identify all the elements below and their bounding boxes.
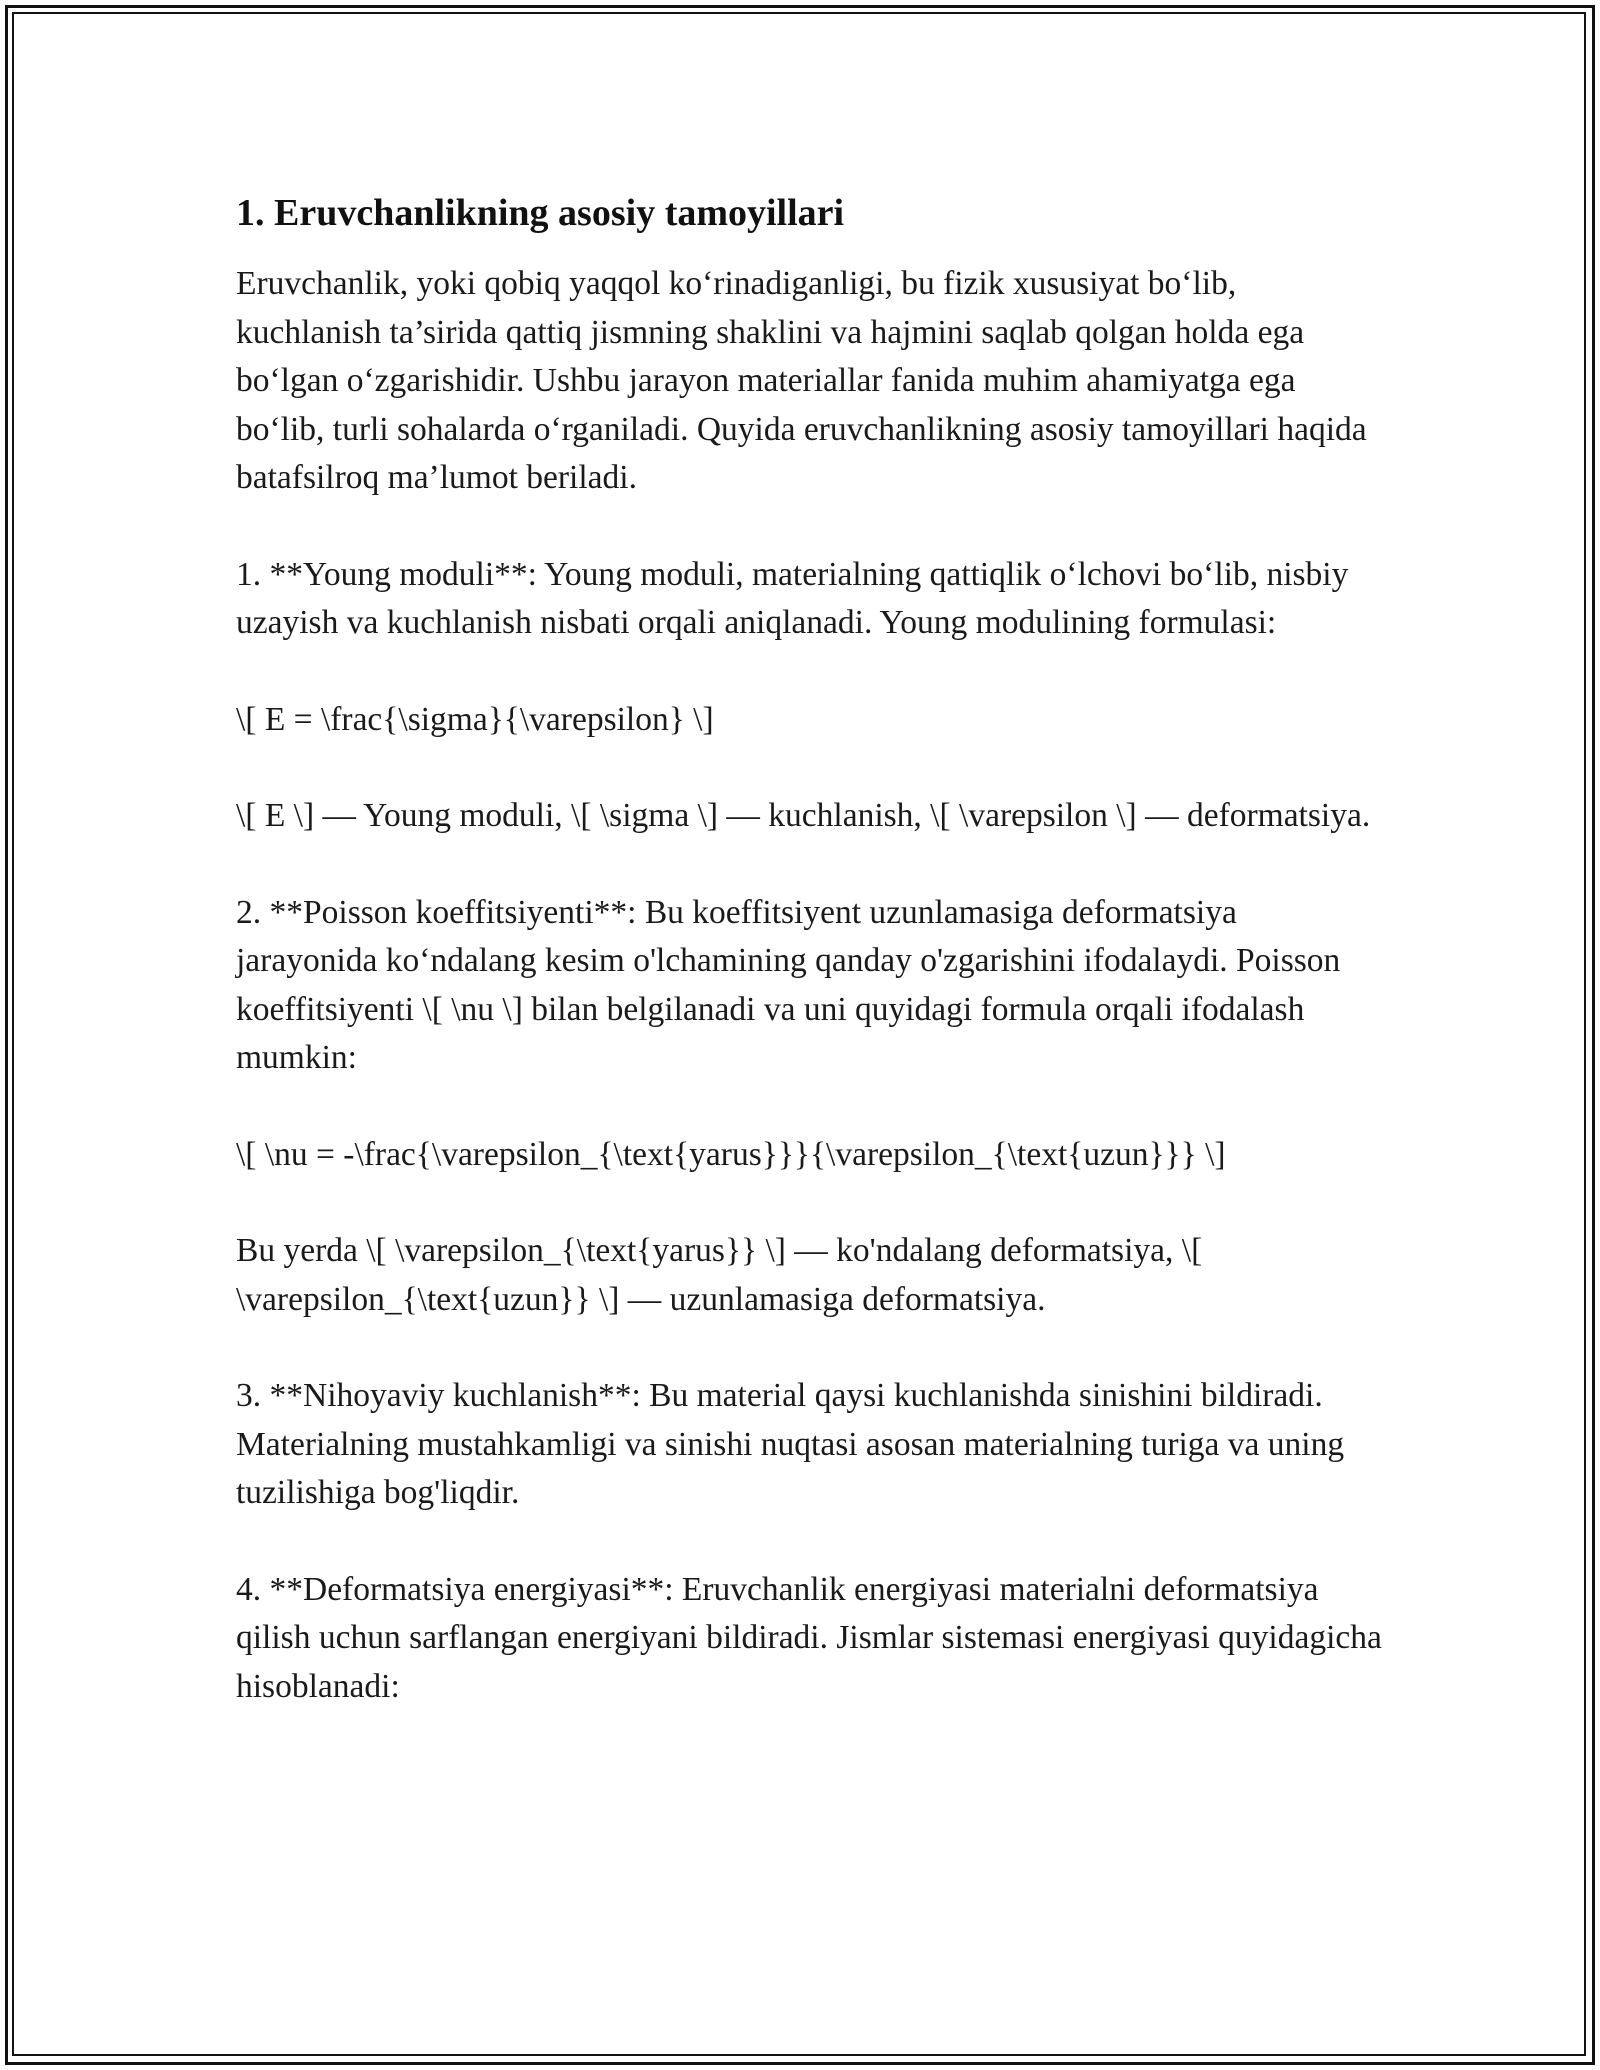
paragraph-young-variables: \[ E \] — Young moduli, \[ \sigma \] — kuchlanish, \[ \varepsilon \] — deformatsiya. (236, 797, 1371, 834)
section-heading: 1. Eruvchanlikning asosiy tamoyillari (236, 192, 845, 234)
formula-poisson-ratio: \[ \nu = -\frac{\varepsilon_{\text{yarus}}}{\varepsilon_{\text{uzun}}} \] (236, 1135, 1226, 1173)
paragraph-young-modulus: 1. **Young moduli**: Young moduli, materialning qattiqlik o‘lchovi bo‘lib, nisbiy uzayish va kuchlanish nisbati orqali aniqlanadi. Young modulining formulasi: (236, 555, 1349, 641)
paragraph-poisson-variables: Bu yerda \[ \varepsilon_{\text{yarus}} \] — ko'ndalang deformatsiya, \[ \varepsilon_{\text{uzun}} \] — uzunlamasiga deformatsiya. (236, 1232, 1203, 1318)
paragraph-deformation-energy: 4. **Deformatsiya energiyasi**: Eruvchanlik energiyasi materialni deformatsiya qilish uchun sarflangan energiyani bildiradi. Jismlar sistemasi energiyasi quyidagicha hisoblanadi: (236, 1570, 1382, 1705)
paragraph-ultimate-stress: 3. **Nihoyaviy kuchlanish**: Bu material qaysi kuchlanishda sinishini bildiradi. Materialning mustahkamligi va sinishi nuqtasi asosan materialning turiga va uning tuzilishiga bog'liqdir. (236, 1377, 1345, 1511)
paragraph-intro: Eruvchanlik, yoki qobiq yaqqol ko‘rinadiganligi, bu fizik xususiyat bo‘lib, kuchlanish ta’sirida qattiq jismning shaklini va hajmini saqlab qolgan holda ega bo‘lgan o‘zgarishidir. Ushbu jarayon materiallar fanida muhim ahamiyatga ega bo‘lib, turli sohalarda o‘rganiladi. Quyida eruvchanlikning asosiy tamoyillari haqida batafsilroq ma’lumot beriladi. (236, 265, 1367, 496)
document-body (236, 186, 1386, 1759)
formula-young-modulus: \[ E = \frac{\sigma}{\varepsilon} \] (236, 700, 714, 738)
paragraph-poisson-ratio: 2. **Poisson koeffitsiyenti**: Bu koeffitsiyent uzunlamasiga deformatsiya jarayonida ko‘ndalang kesim o'lchamining qanday o'zgarishini ifodalaydi. Poisson koeffitsiyenti \[ \nu \] bilan belgilanadi va uni quyidagi formula orqali ifodalash mumkin: (236, 893, 1341, 1076)
